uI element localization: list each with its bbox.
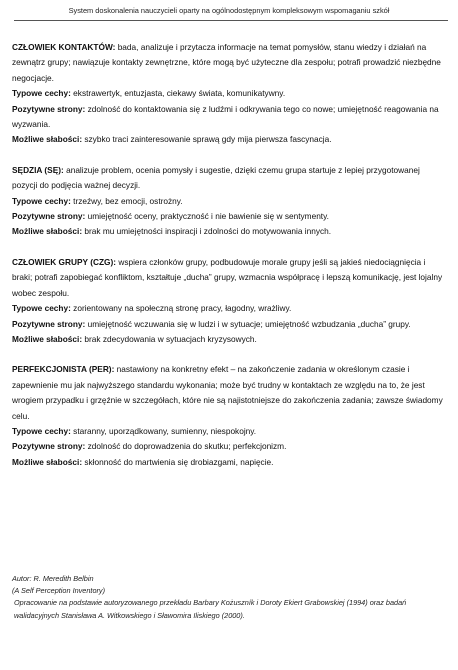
role-weaknesses [12, 455, 446, 470]
traits-label: Typowe cechy: [12, 303, 71, 314]
weaknesses-text: skłonność do martwienia się drobiazgami, napięcie. [82, 456, 274, 467]
strengths-text: zdolność do kontaktowania się z ludźmi i odkrywania tego co nowe; umiejętność reagowania na wyzwania. [12, 103, 439, 130]
role-section-judge [12, 163, 446, 240]
document-body [12, 40, 446, 485]
weaknesses-label: Możliwe słabości: [12, 333, 83, 344]
role-weaknesses [12, 132, 446, 147]
role-description [12, 163, 446, 194]
role-intro: wspiera członków grupy, podbudowuje morale grupy jeśli są jakieś niedociągnięcia i braki; potrafi zapobiegać konfliktom, kształtuje „ducha” grupy, wzmacnia współpracę i lepszą komunikację, jest lojalny wobec zespołu. [12, 256, 443, 298]
role-section-perfectionist [12, 362, 446, 470]
weaknesses-text: szybko traci zainteresowanie sprawą gdy mija pierwsza fascynacja. [82, 134, 332, 145]
header-divider [14, 20, 448, 21]
role-traits [12, 424, 446, 439]
role-description [12, 40, 446, 86]
role-strengths [12, 209, 446, 224]
role-title: SĘDZIA (SĘ): [12, 164, 64, 175]
traits-label: Typowe cechy: [12, 88, 71, 99]
strengths-text: umiejętność oceny, praktyczność i nie bawienie się w sentymenty. [85, 211, 329, 222]
role-strengths [12, 317, 446, 332]
weaknesses-text: brak mu umiejętności inspiracji i zdolności do motywowania innych. [82, 226, 332, 237]
weaknesses-label: Możliwe słabości: [12, 456, 83, 467]
traits-text: zorientowany na społeczną stronę pracy, łagodny, wrażliwy. [70, 303, 292, 314]
source-footer [12, 573, 448, 622]
strengths-label: Pozytywne strony: [12, 211, 86, 222]
strengths-label: Pozytywne strony: [12, 441, 86, 452]
role-traits [12, 86, 446, 101]
role-intro: bada, analizuje i przytacza informacje na temat pomysłów, stanu wiedzy i działań na zewnątrz grupy; nawiązuje kontakty zewnętrzne, które mogą być użyteczne dla zespołu; potrafi prowadzić niezbędne negocjacje. [12, 42, 441, 83]
page-header: System doskonalenia nauczycieli oparty na ogólnodostępnym kompleksowym wspomaganiu szkół [68, 6, 390, 15]
role-weaknesses [12, 332, 446, 347]
role-section-team [12, 255, 446, 347]
strengths-label: Pozytywne strony: [12, 103, 86, 114]
footer-adaptation: Opracowanie na podstawie autoryzowanego przekładu Barbary Kożuszník i Doroty Ekiert Grabowskiej (1994) oraz badań walidacyjnych Stanisława A. Witkowskiego i Sławomira Iliskiego (2000). [14, 598, 407, 620]
role-title: CZŁOWIEK GRUPY (CZG): [12, 256, 117, 267]
traits-label: Typowe cechy: [12, 195, 71, 206]
traits-label: Typowe cechy: [12, 425, 71, 436]
traits-text: ekstrawertyk, entuzjasta, ciekawy świata, komunikatywny. [70, 88, 286, 99]
footer-author: Autor: R. Meredith Belbin [12, 574, 94, 583]
footer-inventory: (A Self Perception Inventory) [12, 586, 106, 596]
strengths-label: Pozytywne strony: [12, 318, 86, 329]
role-weaknesses [12, 224, 446, 239]
role-section-contact [12, 40, 446, 148]
traits-text: trzeźwy, bez emocji, ostrożny. [70, 195, 183, 206]
role-intro: analizuje problem, ocenia pomysły i sugestie, dzięki czemu grupa startuje z lepiej przygotowanej pozycji do podjęcia ważnej decyzji. [12, 164, 420, 191]
role-description [12, 255, 446, 301]
role-description [12, 362, 446, 424]
strengths-text: zdolność do doprowadzenia do skutku; perfekcjonizm. [85, 441, 287, 452]
weaknesses-label: Możliwe słabości: [12, 134, 83, 145]
weaknesses-label: Możliwe słabości: [12, 226, 83, 237]
role-traits [12, 301, 446, 316]
role-intro: nastawiony na konkretny efekt – na zakończenie zadania w określonym czasie i zapewnienie mu jak najwyższego standardu wykonania; może być trudny w kontaktach ze względu na to, że jest wrogiem przypadku i grzęźnie w szczegółach, które nie są najistotniejsze do zakończenia zadania; zawsze świadomy celu. [12, 364, 443, 421]
strengths-text: umiejętność wczuwania się w ludzi i w sytuacje; umiejętność wzbudzania „ducha” grupy. [85, 318, 411, 329]
traits-text: staranny, uporządkowany, sumienny, niespokojny. [70, 425, 257, 436]
role-strengths [12, 439, 446, 454]
role-title: PERFEKCJONISTA (PER): [12, 364, 115, 375]
role-strengths [12, 102, 446, 133]
role-title: CZŁOWIEK KONTAKTÓW: [12, 42, 116, 52]
role-traits [12, 194, 446, 209]
weaknesses-text: brak zdecydowania w sytuacjach kryzysowych. [82, 333, 257, 344]
